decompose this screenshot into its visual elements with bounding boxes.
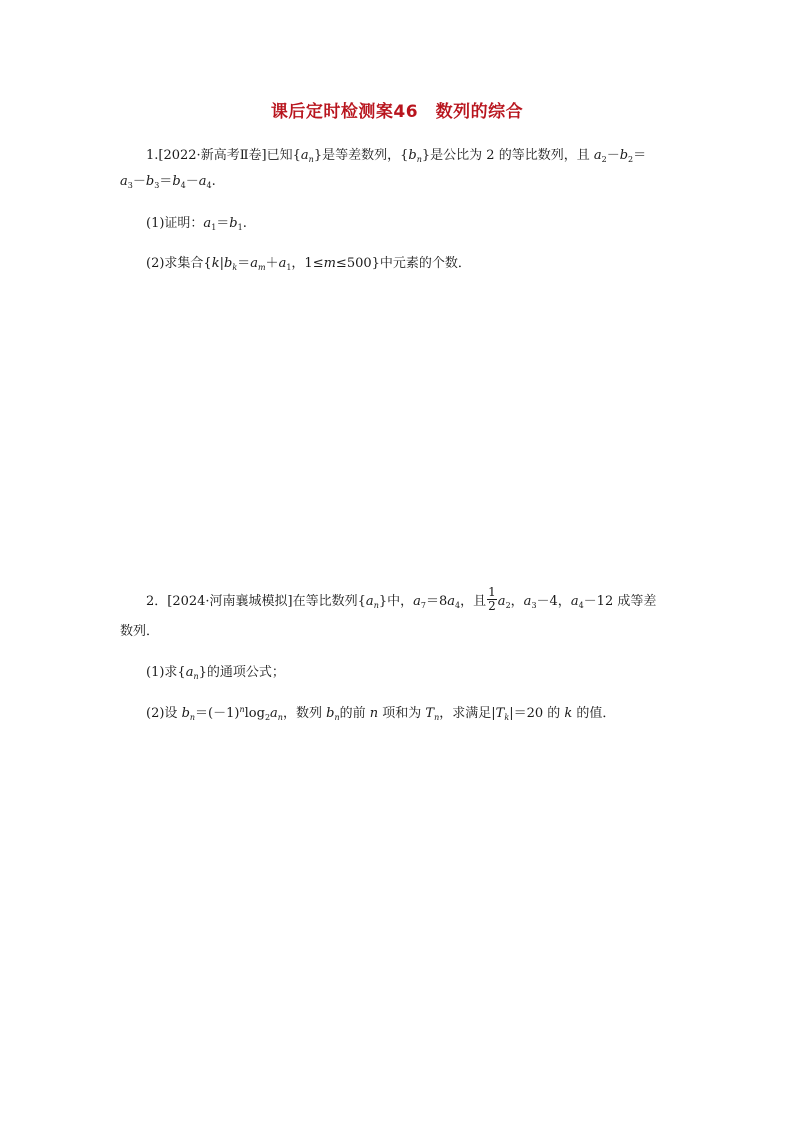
problem-1-part-2: (2)求集合{$k|b_k=a_m+a_1$，1≤m≤500}中元素的个数． (146, 256, 471, 272)
problem-2-prefix: 2．[2024·河南襄城模拟]在等比数列 (146, 594, 358, 609)
problem-2-qie: ，且 (460, 594, 487, 609)
problem-2-line-1: 2．[2024·河南襄城模拟]在等比数列$\{a_n\}$中，$a_7=8a_4$，且 $\frac{1}{2}$ $a_2$，$a_3-4$，$a_4-12$ 成等差 (146, 585, 657, 613)
one-half-fraction (487, 586, 497, 613)
problem-2-part-2-mid3: 项和为 (382, 706, 422, 721)
problem-2-part-2-end: 的值． (576, 706, 616, 721)
problem-1-part-1-label: (1)证明： (146, 216, 204, 231)
problem-1-part-1: (1)证明：$a_1=b_1$. (146, 216, 247, 232)
problem-2-part-1: (1)求$\{a_n\}$的通项公式； (146, 665, 285, 681)
problem-2-line-2: 数列． (120, 624, 160, 639)
problem-2-part-2-prefix: (2)设 (146, 706, 178, 721)
problem-2-part-2-mid2: 的前 (339, 706, 366, 721)
problem-1-arith-text: 是等差数列， (322, 148, 401, 163)
fraction-numerator: 1 (488, 585, 496, 599)
fraction-denominator: 2 (488, 599, 496, 613)
problem-1-prefix: 1.[2022·新高考Ⅱ卷]已知 (146, 148, 293, 163)
problem-2-part-1-prefix: (1)求 (146, 665, 178, 680)
seq-b-label: $\{b_n\}$ (400, 148, 431, 164)
problem-2-part-1-suffix: 的通项公式； (206, 665, 285, 680)
problem-1-line-1 (146, 146, 646, 166)
problem-2-zhong: 中， (387, 594, 414, 609)
problem-1-part-2-suffix: 中元素的个数． (379, 256, 471, 271)
problem-2-part-2-mid: ，数列 (282, 706, 322, 721)
problem-1-part-2-prefix: (2)求集合 (146, 256, 204, 271)
problem-1-line-2: $a_3-b_3=b_4-a_4$. (120, 174, 216, 190)
problem-2-end: 成等差 (617, 594, 657, 609)
page-title: 课后定时检测案46 数列的综合 (270, 102, 524, 122)
seq-a-label: $\{a_n\}$ (292, 148, 323, 164)
problem-2-part-2-mid4: ，求满足 (439, 706, 492, 721)
problem-2-part-2: (2)设 $b_n=(-1)^n\log_2a_n$，数列 $b_n$的前 n 项和为 $T_n$，求满足$|T_k|=20$ 的 k 的值． (146, 705, 616, 722)
problem-1-geo-text: 是公比为 2 的等比数列，且 $a_2-b_2=$ (430, 148, 647, 164)
